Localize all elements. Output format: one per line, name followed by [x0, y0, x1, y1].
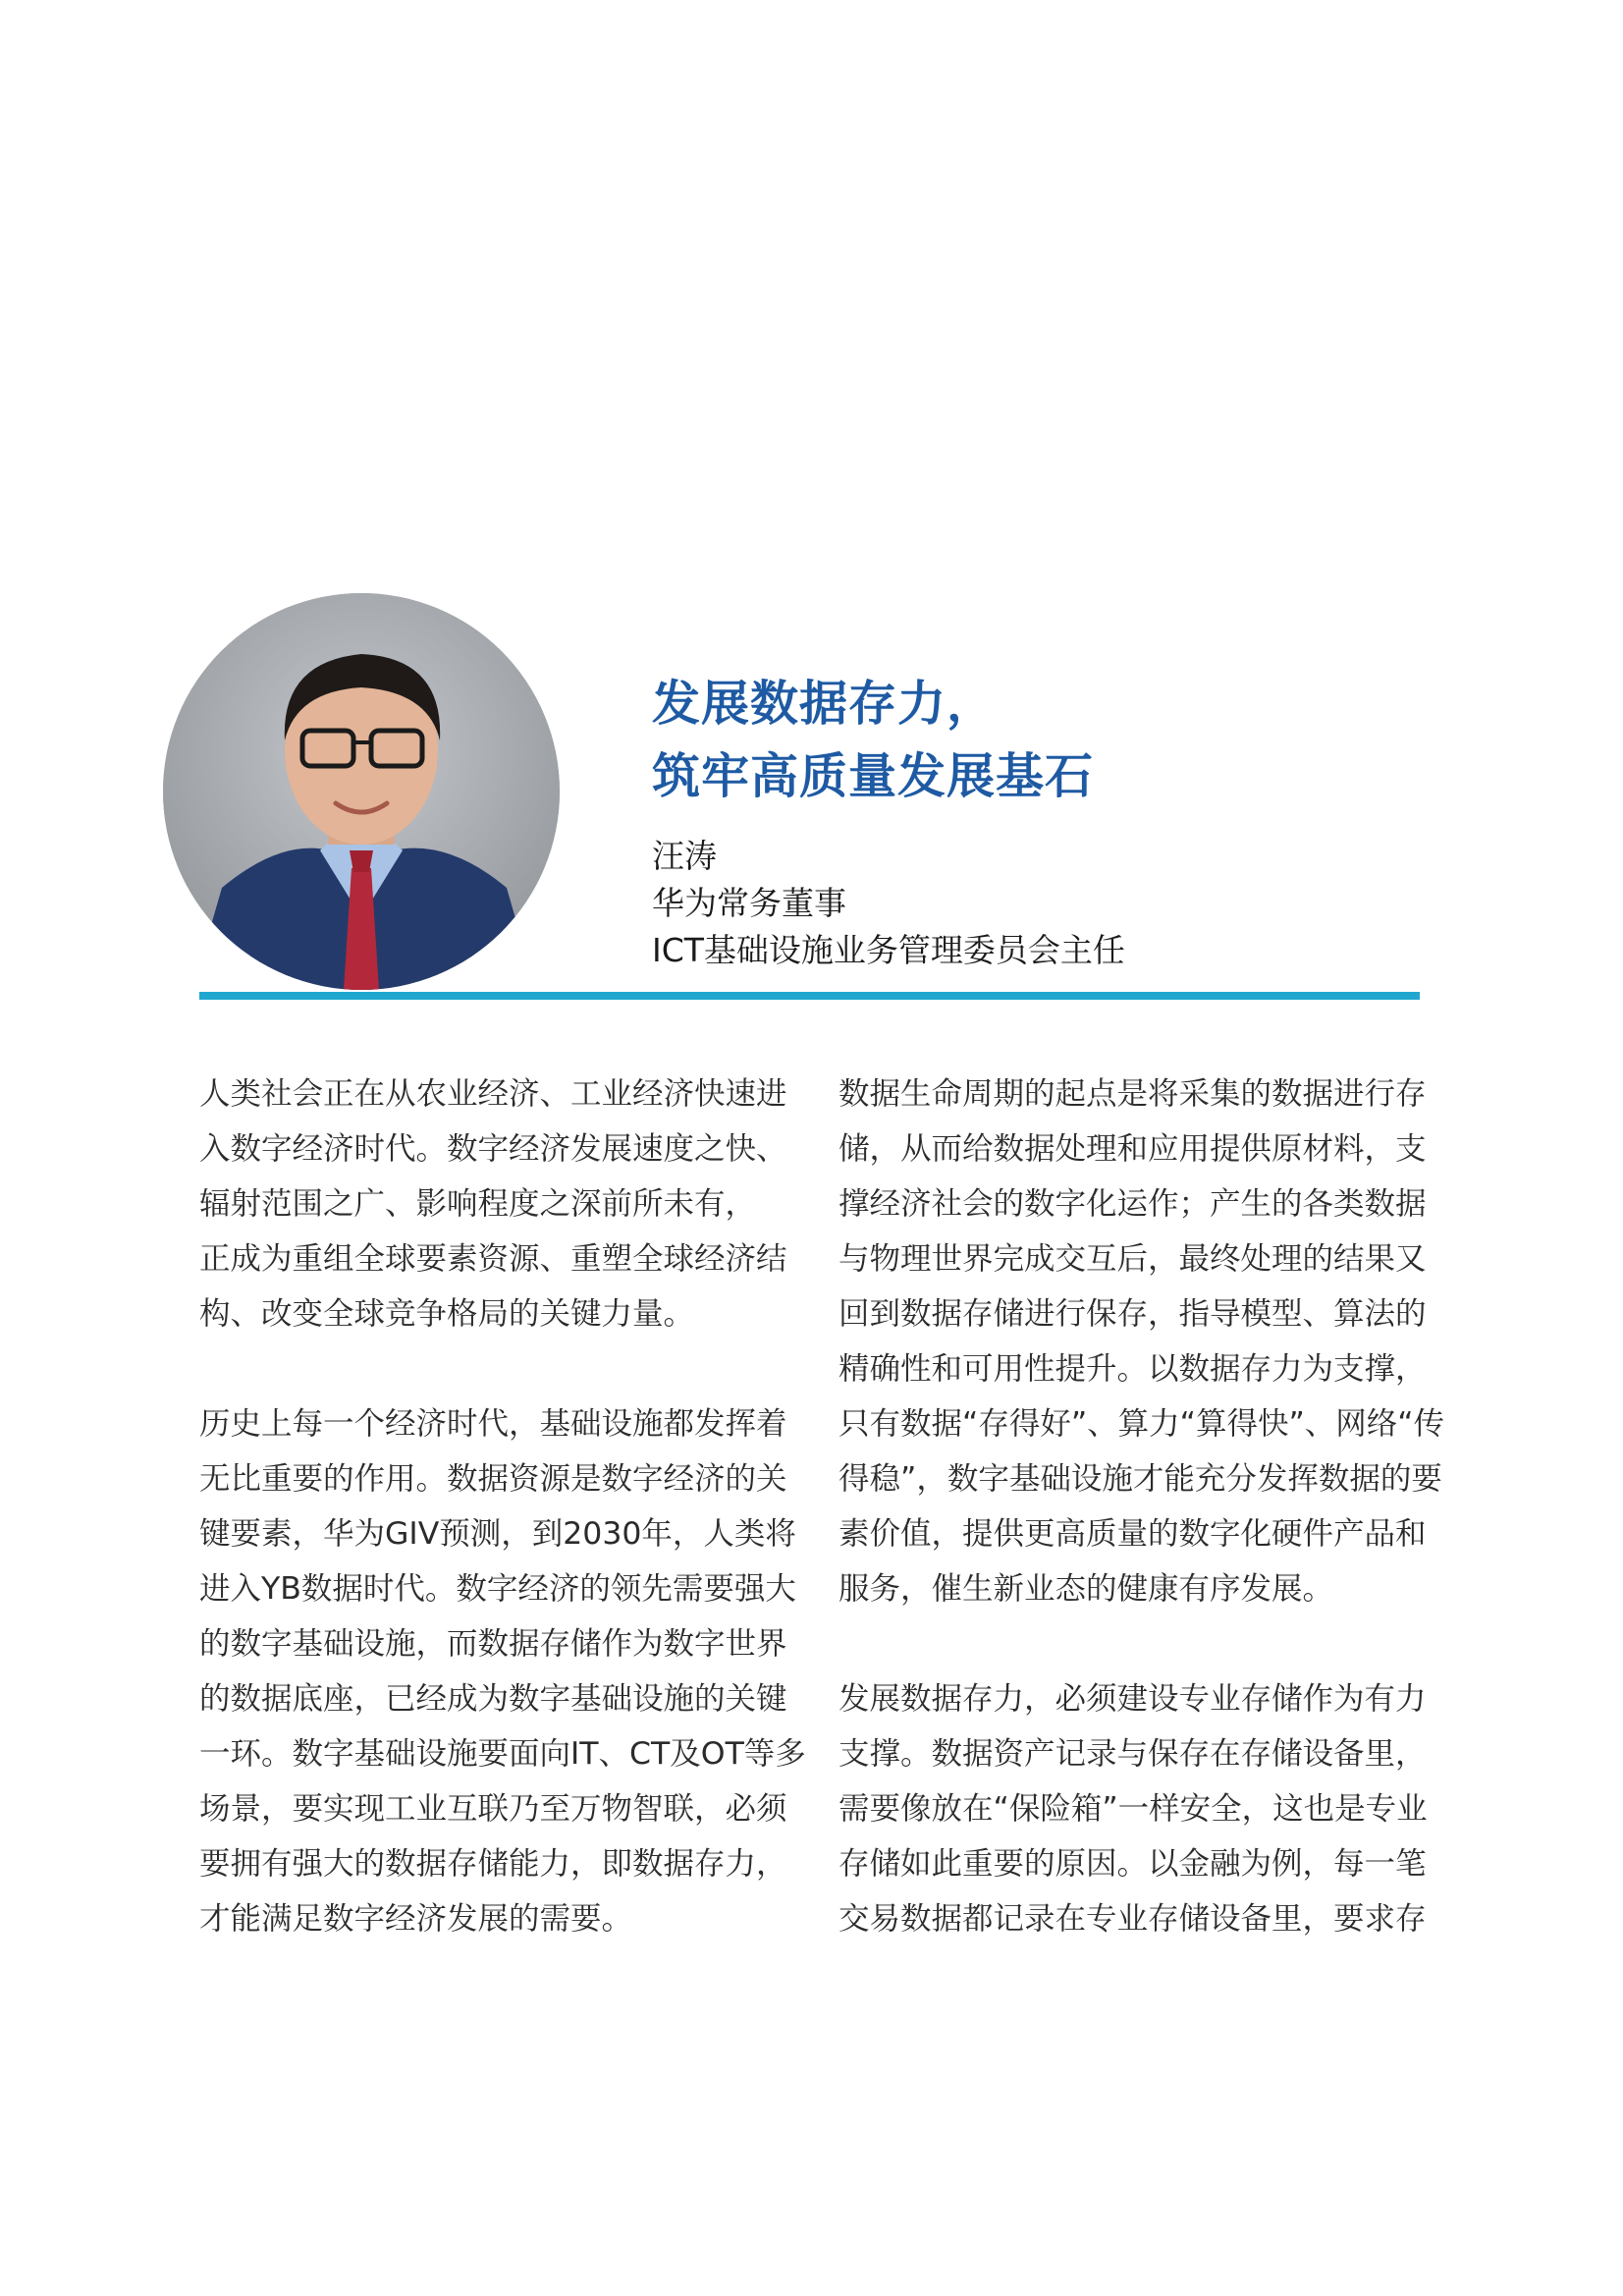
text-line: 交易数据都记录在专业存储设备里，要求存: [839, 1901, 1427, 1937]
text-line: 服务，催生新业态的健康有序发展。: [839, 1571, 1334, 1607]
text-line: 储，从而给数据处理和应用提供原材料，支: [839, 1131, 1427, 1167]
text-line: 撑经济社会的数字化运作；产生的各类数据: [839, 1186, 1427, 1222]
text-line: 存储如此重要的原因。以金融为例，每一笔: [839, 1846, 1427, 1882]
text-line: 回到数据存储进行保存，指导模型、算法的: [839, 1296, 1427, 1332]
text-line: 的数据底座，已经成为数字基础设施的关键: [199, 1681, 787, 1717]
paragraph: [199, 1396, 806, 1946]
text-line: 才能满足数字经济发展的需要。: [199, 1901, 633, 1937]
text-line: 需要像放在“保险箱”一样安全，这也是专业: [839, 1791, 1428, 1827]
text-line: 要拥有强大的数据存储能力，即数据存力，: [199, 1846, 787, 1882]
author-role: 华为常务董事: [652, 884, 846, 922]
paragraph: [199, 1066, 796, 1341]
text-line: 只有数据“存得好”、算力“算得快”、网络“传: [839, 1406, 1445, 1442]
text-line: 进入YB数据时代。数字经济的领先需要强大: [199, 1571, 796, 1607]
text-line: 的数字基础设施，而数据存储作为数字世界: [199, 1626, 787, 1662]
text-line: 素价值，提供更高质量的数字化硬件产品和: [839, 1516, 1427, 1552]
text-line: 辐射范围之广、影响程度之深前所未有，: [199, 1186, 757, 1222]
author-name: 汪涛: [652, 837, 717, 875]
title-line-1: 发展数据存力，: [652, 676, 997, 732]
text-line: 得稳”，数字基础设施才能充分发挥数据的要: [839, 1461, 1442, 1497]
text-line: 正成为重组全球要素资源、重塑全球经济结: [199, 1241, 787, 1277]
body-column-right: [839, 1066, 1445, 2001]
portrait-photo: [163, 593, 560, 990]
author-position: ICT基础设施业务管理委员会主任: [652, 931, 1125, 969]
text-line: 发展数据存力，必须建设专业存储作为有力: [839, 1681, 1427, 1717]
article-title: [652, 668, 1094, 813]
text-line: 与物理世界完成交互后，最终处理的结果又: [839, 1241, 1427, 1277]
text-line: 场景，要实现工业互联乃至万物智联，必须: [199, 1791, 787, 1827]
text-line: 构、改变全球竞争格局的关键力量。: [199, 1296, 695, 1332]
text-line: 键要素，华为GIV预测，到2030年，人类将: [199, 1516, 796, 1552]
text-line: 一环。数字基础设施要面向IT、CT及OT等多: [199, 1736, 806, 1772]
text-line: 数据生命周期的起点是将采集的数据进行存: [839, 1076, 1427, 1112]
text-line: 历史上每一个经济时代，基础设施都发挥着: [199, 1406, 787, 1442]
author-portrait: [163, 593, 560, 990]
text-line: 入数字经济时代。数字经济发展速度之快、: [199, 1131, 787, 1167]
title-line-2: 筑牢高质量发展基石: [652, 748, 1095, 804]
paragraph: [839, 1066, 1445, 1616]
text-line: 人类社会正在从农业经济、工业经济快速进: [199, 1076, 787, 1112]
header-divider: [199, 992, 1420, 1000]
text-line: 支撑。数据资产记录与保存在存储设备里，: [839, 1736, 1427, 1772]
body-column-left: [199, 1066, 806, 2001]
text-line: 无比重要的作用。数据资源是数字经济的关: [199, 1461, 787, 1497]
text-line: 精确性和可用性提升。以数据存力为支撑，: [839, 1351, 1427, 1387]
author-block: [652, 833, 1125, 974]
paragraph: [839, 1671, 1435, 1946]
